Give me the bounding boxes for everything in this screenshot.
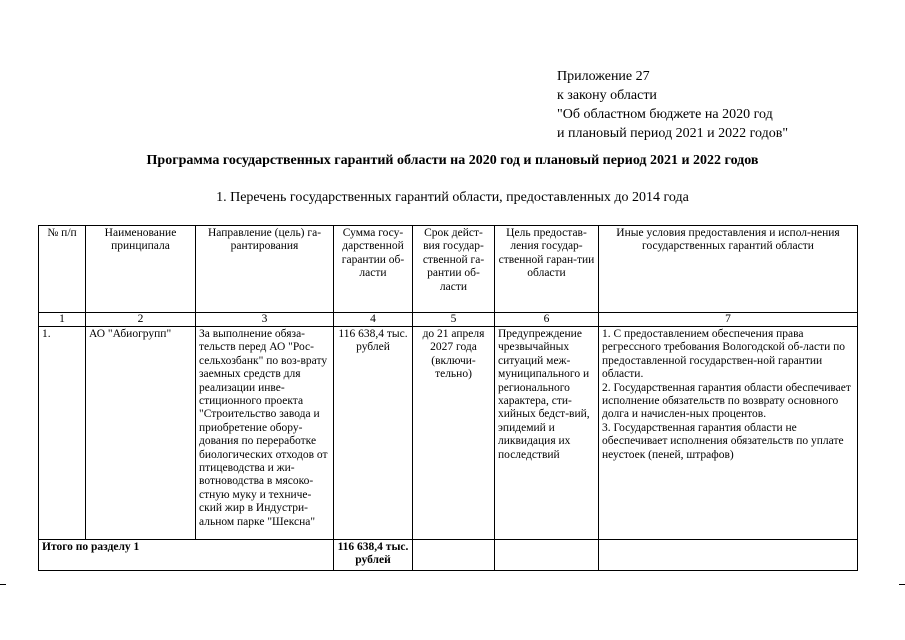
header-direction: Направление (цель) га-рантирования [196,226,334,313]
total-amount: 116 638,4 тыс. рублей [334,540,413,571]
page-edge-mark [899,584,905,585]
section-heading: 1. Перечень государственных гарантий области, предоставленных до 2014 года [216,190,689,205]
header-purpose: Цель предостав-ления государ-ственной гаран-тии области [495,226,599,313]
table-row [39,327,858,540]
header-amount: Сумма госу-дарственной гарантии об-ласти [334,226,413,313]
total-label: Итого по разделу 1 [39,540,334,571]
appendix-line-2: к закону области [557,88,657,103]
row-conditions [599,327,858,540]
column-number: 7 [599,313,858,327]
row-principal: АО "Абиогрупп" [86,327,196,540]
empty-cell [413,540,495,571]
header-principal: Наименование принципала [86,226,196,313]
row-number: 1. [39,327,86,540]
header-conditions: Иные условия предоставления и испол-нения государственных гарантий области [599,226,858,313]
empty-cell [495,540,599,571]
header-term: Срок дейст-вия государ-ственной га-рантии об-ласти [413,226,495,313]
row-direction: За выполнение обяза-тельств перед АО "Рос-сельхозбанк" по воз-врату заемных средств для реализации инве-стиционного проекта "Строительство завода и приобретение обору-дования по переработке биологических отходов от птицеводства и жи-вотноводства в мясоко-стную муку и техниче-ский жир в Индустри-альном парке "Шексна" [196,327,334,540]
empty-cell [599,540,858,571]
condition-3: 3. Государственная гарантия области не обеспечивает исполнения обязательств по уплате неустоек (пеней, штрафов) [602,421,844,461]
column-number-row [39,313,858,327]
table-header-row [39,226,858,313]
appendix-note [557,67,788,143]
column-number: 3 [196,313,334,327]
condition-2: 2. Государственная гарантия области обеспечивает исполнение обязательств по возврату основного долга и начислен-ных процентов. [602,381,851,421]
row-term: до 21 апреля 2027 года (включи-тельно) [413,327,495,540]
row-amount: 116 638,4 тыс. рублей [334,327,413,540]
header-number: № п/п [39,226,86,313]
column-number: 4 [334,313,413,327]
appendix-line-4: и плановый период 2021 и 2022 годов" [557,126,789,141]
column-number: 1 [39,313,86,327]
row-purpose: Предупреждение чрезвычайных ситуаций меж-муниципального и регионального характера, сти-хийных бедст-вий, эпидемий и ликвидация их последствий [495,327,599,540]
total-row [39,540,858,571]
page-edge-mark [0,584,6,585]
column-number: 2 [86,313,196,327]
column-number: 6 [495,313,599,327]
condition-1: 1. С предоставлением обеспечения права регрессного требования Вологодской об-ласти по предоставленной государствен-ной гарантии области. [602,328,846,381]
guarantees-table [38,225,858,571]
appendix-line-1: Приложение 27 [557,69,650,84]
appendix-line-3: "Об областном бюджете на 2020 год [557,107,773,122]
document-title: Программа государственных гарантий области на 2020 год и плановый период 2021 и 2022 годов [146,153,759,168]
column-number: 5 [413,313,495,327]
